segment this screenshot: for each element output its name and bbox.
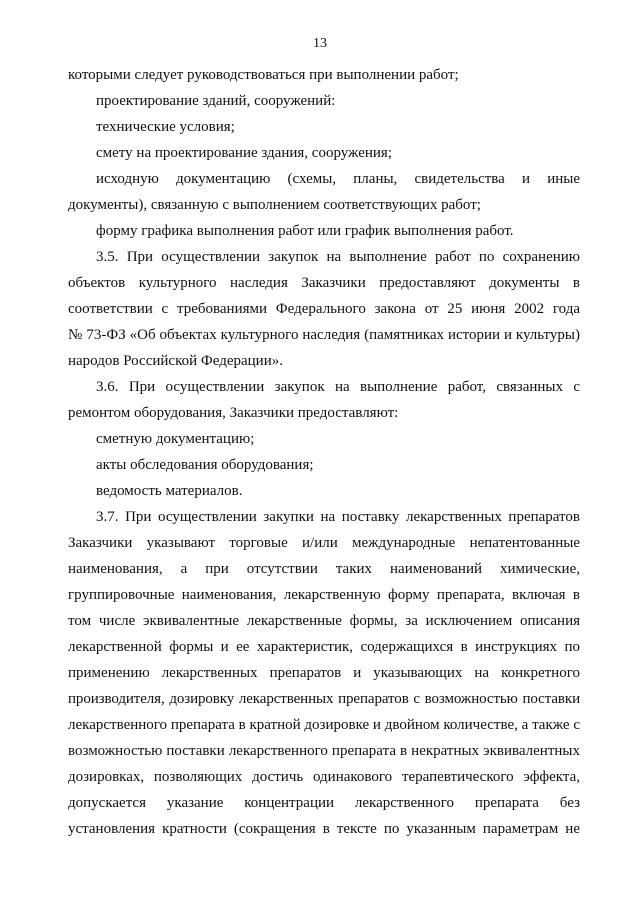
text-line: возможностью поставки лекарственного препарата в некратных эквивалентных [68, 743, 580, 759]
text-line: 3.6. При осуществлении закупок на выполнение работ, связанных с [96, 379, 580, 395]
text-line: объектов культурного наследия Заказчики предоставляют документы в [68, 275, 580, 291]
text-line: акты обследования оборудования; [96, 457, 314, 473]
page-number: 13 [313, 36, 327, 51]
text-line: ремонтом оборудования, Заказчики предоставляют: [68, 405, 399, 421]
text-line: группировочные наименования, лекарственную форму препарата, включая в [68, 587, 580, 603]
text-line: народов Российской Федерации». [68, 353, 283, 369]
text-line: проектирование зданий, сооружений: [96, 93, 336, 109]
text-line: соответствии с требованиями Федерального закона от 25 июня 2002 года [68, 301, 580, 317]
text-line: установления кратности (сокращения в тексте по указанным параметрам не [68, 821, 580, 837]
text-line: лекарственного препарата в кратной дозировке и двойном количестве, а также с [68, 717, 580, 733]
text-line: исходную документацию (схемы, планы, свидетельства и иные [96, 171, 580, 187]
text-line: технические условия; [96, 119, 235, 135]
text-line: 3.5. При осуществлении закупок на выполнение работ по сохранению [96, 249, 580, 265]
text-line: форму графика выполнения работ или график выполнения работ. [96, 223, 514, 239]
text-line: наименования, а при отсутствии таких наименований химические, [68, 561, 580, 577]
text-line: документы), связанную с выполнением соответствующих работ; [68, 197, 481, 213]
text-line: лекарственной формы и ее характеристик, содержащихся в инструкциях по [68, 639, 580, 655]
document-body [68, 62, 580, 842]
text-line: допускается указание концентрации лекарственного препарата без [68, 795, 580, 811]
text-line: применению лекарственных препаратов и указывающих на конкретного [68, 665, 580, 681]
text-line: Заказчики указывают торговые и/или международные непатентованные [68, 535, 580, 551]
text-line: смету на проектирование здания, сооружения; [96, 145, 393, 161]
text-line: сметную документацию; [96, 431, 255, 447]
text-line: ведомость материалов. [96, 483, 243, 499]
text-line: дозировках, позволяющих достичь одинакового терапевтического эффекта, [68, 769, 580, 785]
text-line: № 73-ФЗ «Об объектах культурного наследия (памятниках истории и культуры) [68, 327, 580, 343]
text-line: том числе эквивалентные лекарственные формы, за исключением описания [68, 613, 580, 629]
text-line: 3.7. При осуществлении закупки на поставку лекарственных препаратов [96, 509, 580, 525]
text-line: производителя, дозировку лекарственных препаратов с возможностью поставки [68, 691, 580, 707]
text-line: которыми следует руководствоваться при выполнении работ; [68, 67, 459, 83]
